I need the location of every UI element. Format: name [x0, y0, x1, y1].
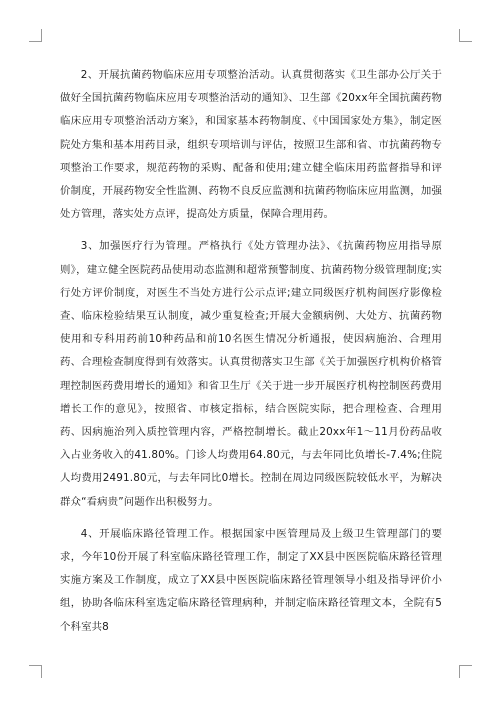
paragraph-medical-conduct: 3、加强医疗行为管理。严格执行《处方管理办法》、《抗菌药物应用指导原则》，建立健全医院药品使用动态监测和超常预警制度、抗菌药物分级管理制度;实行处方评价制度，对医生不当处方进行公示点评;建立同级医疗机构间医疗影像检查、临床检验结果互认制度，减少重复检查;开展大金额病例、大处方、抗菌药物使用和专科用药前10种药品和前10名医生情况分析通报，使因病施治、合理用药、合理检查制度得到有效落实。认真贯彻落实卫生部《关于加强医疗机构价格管理控制医药费用增长的通知》和省卫生厅《关于进一步开展医疗机构控制医药费用增长工作的意见》，按照省、市核定指标，结合医院实际，把合理检查、合理用药、因病施治列入质控管理内容，严格控制增长。截止20xx年1～11月份药品收入占业务收入的41.80%。门诊人均费用64.80元，与去年同比负增长-7.4%;住院人均费用2491.80元，与去年同比0增长。控制在周边同级医院较低水平，为解决群众“看病贵”问题作出积极努力。 [60, 240, 442, 508]
crop-mark-top-right [459, 29, 472, 42]
paragraph-clinical-pathway: 4、开展临床路径管理工作。根据国家中医管理局及上级卫生管理部门的要求，今年10份开展了科室临床路径管理工作，制定了XX县中医医院临床路径管理实施方案及工作制度，成立了XX县中医医院临床路径管理领导小组及指导评价小组，协助各临床科室选定临床路径管理病种，并制定临床路径管理文本，全院有5个科室共8 [60, 527, 442, 633]
crop-mark-bottom-right [459, 665, 472, 678]
crop-mark-top-left [29, 29, 42, 42]
paragraph-antibiotic-campaign: 2、开展抗菌药物临床应用专项整治活动。认真贯彻落实《卫生部办公厅关于做好全国抗菌药物临床应用专项整治活动的通知》、卫生部《20xx年全国抗菌药物临床应用专项整治活动方案》，和国家基本药物制度、《中国国家处方集》，制定医院处方集和基本用药目录，组织专项培训与评估，按照卫生部和省、市抗菌药物专项整治工作要求，规范药物的采购、配备和使用;建立健全临床用药监督指导和评价制度，开展药物安全性监测、药物不良反应监测和抗菌药物临床应用监测，加强处方管理，落实处方点评，提高处方质量，保障合理用药。 [60, 69, 442, 221]
crop-mark-bottom-left [29, 665, 42, 678]
document-body [60, 64, 442, 648]
